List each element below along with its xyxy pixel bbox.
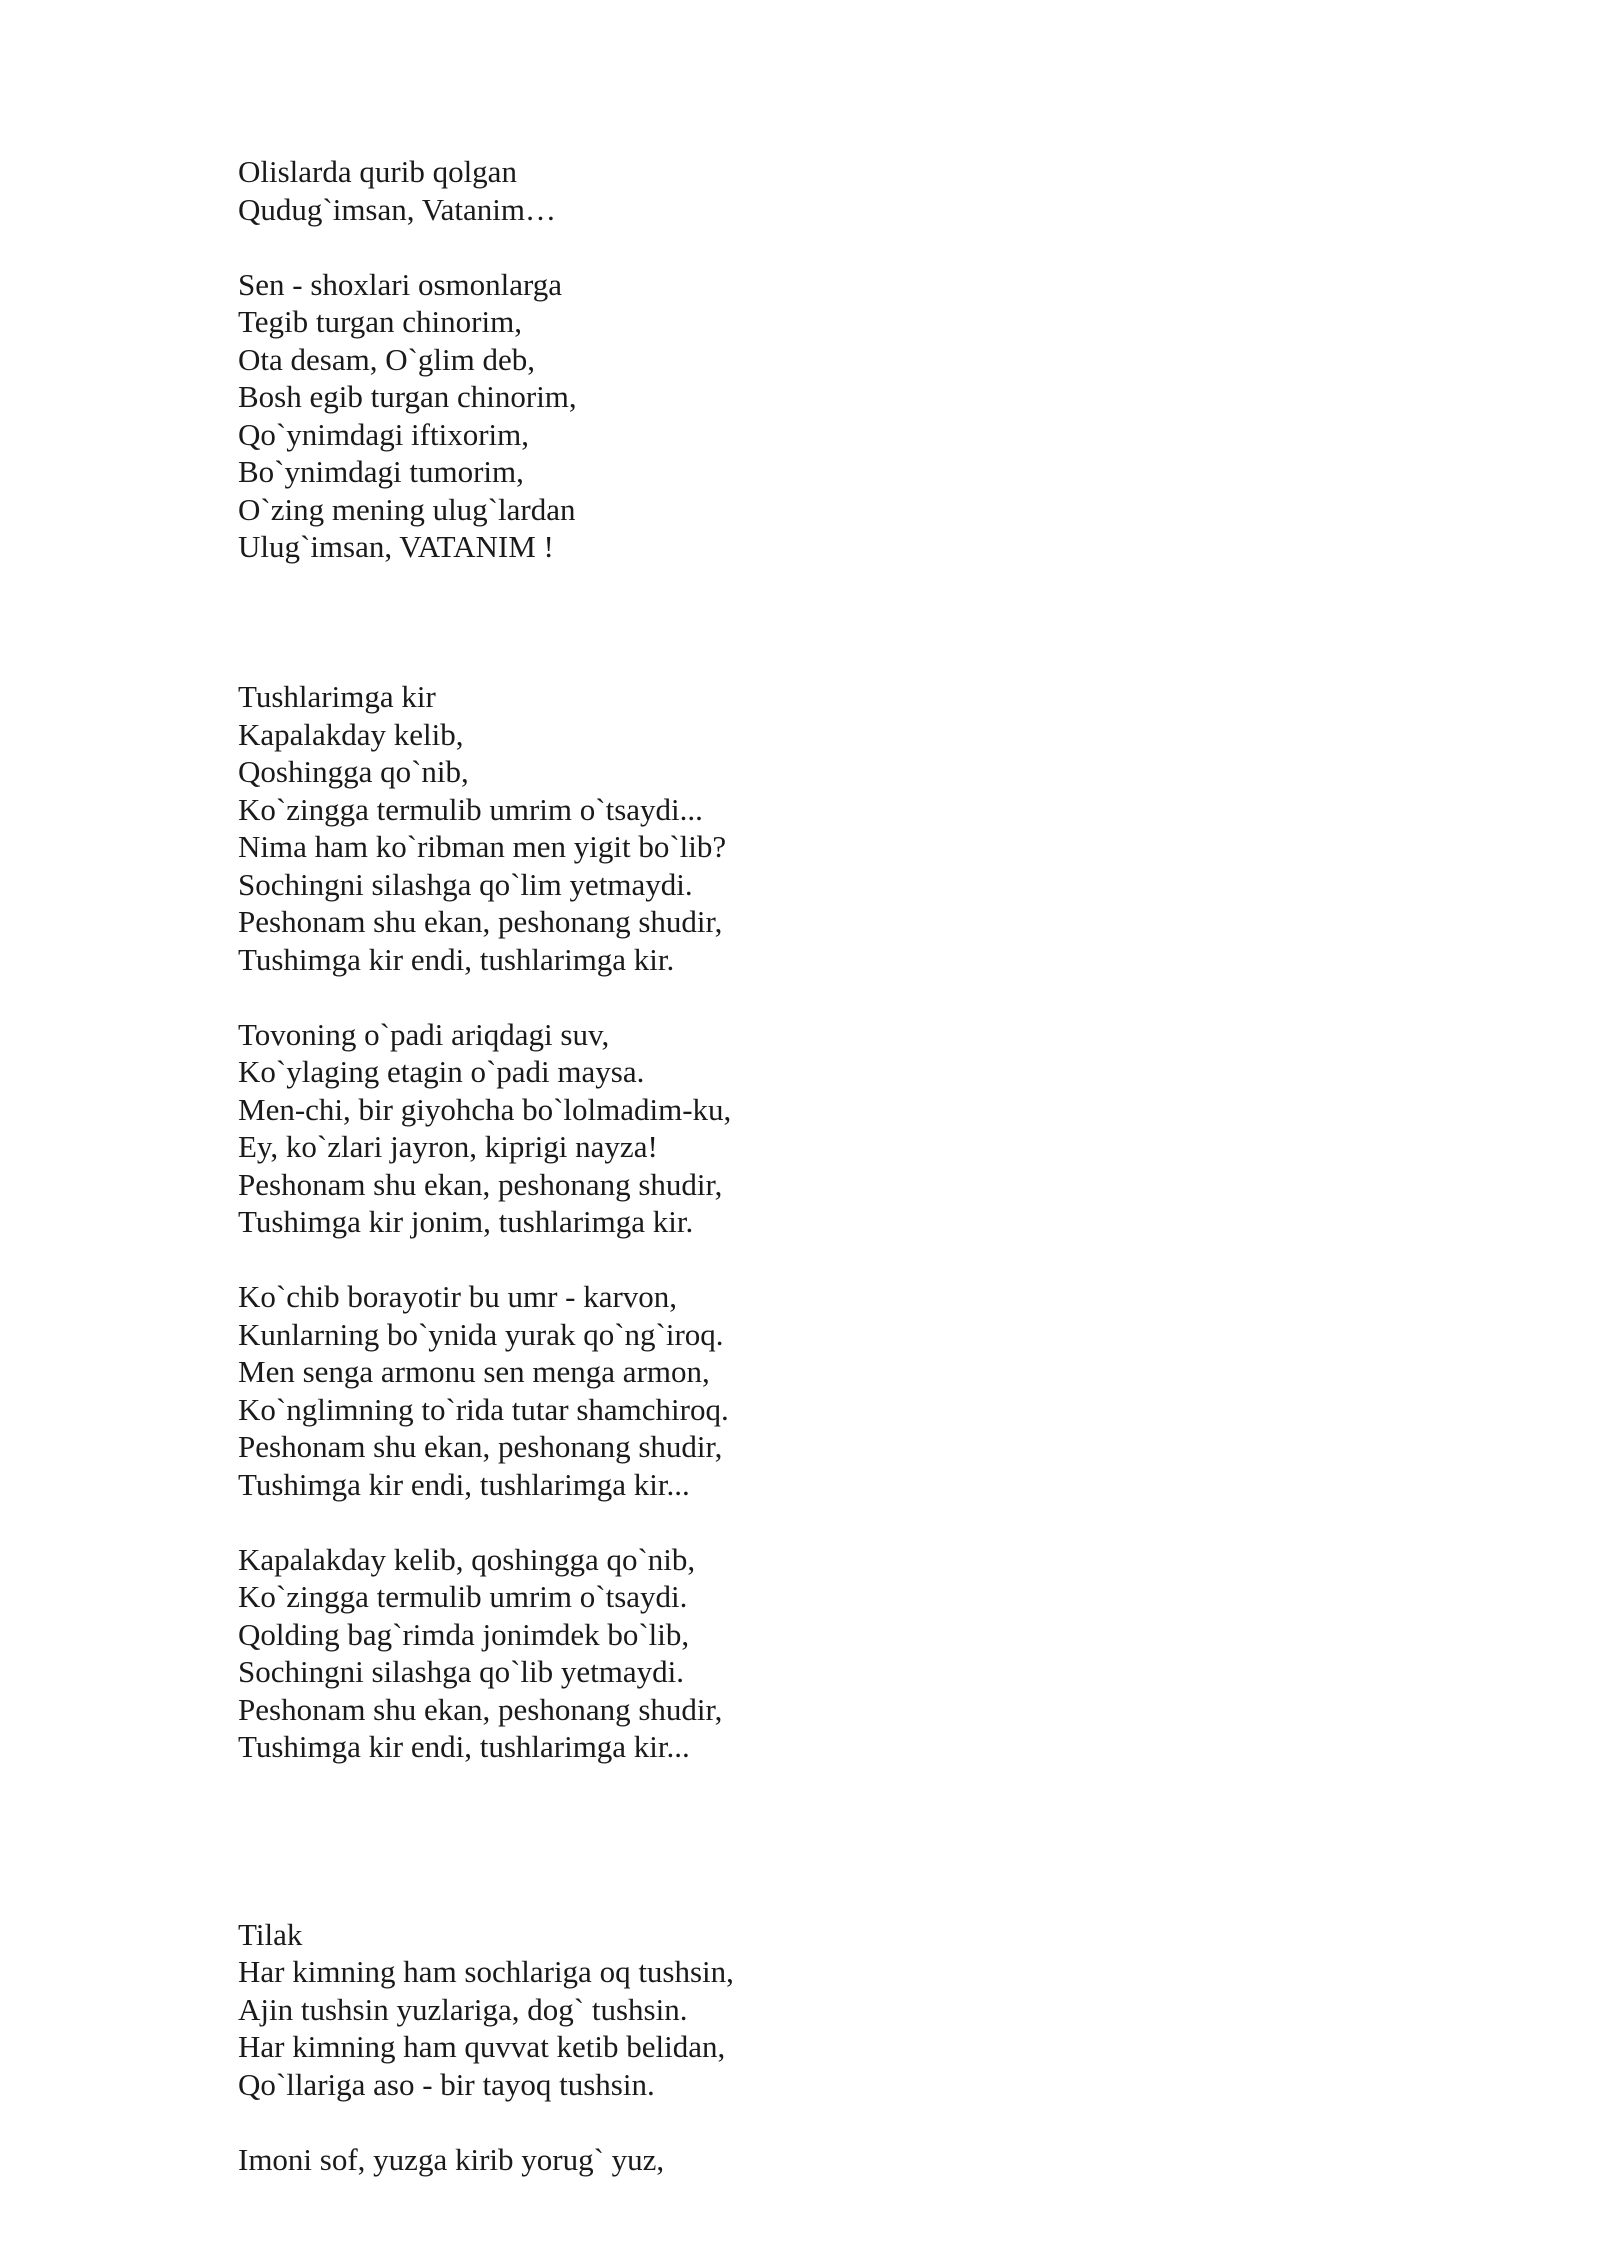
poem-line: Qoshingga qo`nib, — [238, 754, 469, 789]
poem-line: Bo`ynimdagi tumorim, — [238, 454, 524, 489]
poem-line: Sen - shoxlari osmonlarga — [238, 266, 563, 302]
poem-line: Ko`zingga termulib umrim o`tsaydi. — [238, 1579, 688, 1614]
poem-line: Tovoning o`padi ariqdagi suv, — [238, 1016, 610, 1052]
poem-line: O`zing mening ulug`lardan — [238, 491, 576, 527]
poem-line: Ko`chib borayotir bu umr - karvon, — [238, 1279, 678, 1314]
stanza-6 — [238, 1541, 1438, 1766]
poem-line: Qolding bag`rimda jonimdek bo`lib, — [238, 1616, 690, 1652]
poem-line: Peshonam shu ekan, peshonang shudir, — [238, 1429, 723, 1464]
poem-line: Peshonam shu ekan, peshonang shudir, — [238, 904, 723, 939]
poem-line: Bosh egib turgan chinorim, — [238, 379, 577, 414]
poem-line: Tushimga kir endi, tushlarimga kir... — [238, 1466, 690, 1502]
poem-line: Qo`llariga aso - bir tayoq tushsin. — [238, 2066, 655, 2102]
poem-line: Imoni sof, yuzga kirib yorug` yuz, — [238, 2141, 665, 2177]
poem-line: Ajin tushsin yuzlariga, dog` tushsin. — [238, 1991, 688, 2027]
poem-line: Tushlarimga kir — [238, 679, 436, 714]
poem-text — [238, 153, 1438, 2216]
poem-line: Tushimga kir endi, tushlarimga kir. — [238, 941, 675, 977]
poem-title: Tilak — [238, 1916, 303, 1952]
poem-line: Ko`zingga termulib umrim o`tsaydi... — [238, 791, 703, 827]
poem-line: Tushimga kir endi, tushlarimga kir... — [238, 1729, 690, 1764]
poem-line: Ulug`imsan, VATANIM ! — [238, 529, 554, 564]
poem-line: Peshonam shu ekan, peshonang shudir, — [238, 1691, 723, 1727]
poem-line: Tegib turgan chinorim, — [238, 304, 522, 339]
poem-line: Har kimning ham quvvat ketib belidan, — [238, 2029, 726, 2064]
stanza-3 — [238, 678, 1438, 978]
poem-line: Olislarda qurib qolgan — [238, 154, 517, 189]
poem-line: Kunlarning bo`ynida yurak qo`ng`iroq. — [238, 1316, 724, 1352]
stanza-7-tilak — [238, 1916, 1438, 2104]
poem-line: Men senga armonu sen menga armon, — [238, 1354, 710, 1389]
poem-line: Ota desam, O`glim deb, — [238, 341, 536, 377]
poem-line: Ko`ylaging etagin o`padi maysa. — [238, 1054, 645, 1089]
stanza-4 — [238, 1016, 1438, 1241]
poem-line: Sochingni silashga qo`lib yetmaydi. — [238, 1654, 685, 1689]
poem-line: Ko`nglimning to`rida tutar shamchiroq. — [238, 1391, 729, 1427]
poem-line: Ey, ko`zlari jayron, kiprigi nayza! — [238, 1129, 658, 1164]
poem-line: Nima ham ko`ribman men yigit bo`lib? — [238, 829, 727, 864]
stanza-2 — [238, 266, 1438, 566]
poem-line: Tushimga kir jonim, tushlarimga kir. — [238, 1204, 694, 1239]
stanza-8 — [238, 2141, 1438, 2179]
poem-line: Peshonam shu ekan, peshonang shudir, — [238, 1166, 723, 1202]
poem-line: Qudug`imsan, Vatanim… — [238, 191, 557, 227]
poem-line: Kapalakday kelib, qoshingga qo`nib, — [238, 1541, 696, 1577]
poem-line: Men-chi, bir giyohcha bo`lolmadim-ku, — [238, 1091, 732, 1127]
poem-line: Har kimning ham sochlariga oq tushsin, — [238, 1954, 734, 1989]
poem-line: Qo`ynimdagi iftixorim, — [238, 416, 530, 452]
stanza-1 — [238, 153, 1438, 228]
stanza-5 — [238, 1278, 1438, 1503]
poem-line: Kapalakday kelib, — [238, 716, 464, 752]
poem-line: Sochingni silashga qo`lim yetmaydi. — [238, 866, 693, 902]
